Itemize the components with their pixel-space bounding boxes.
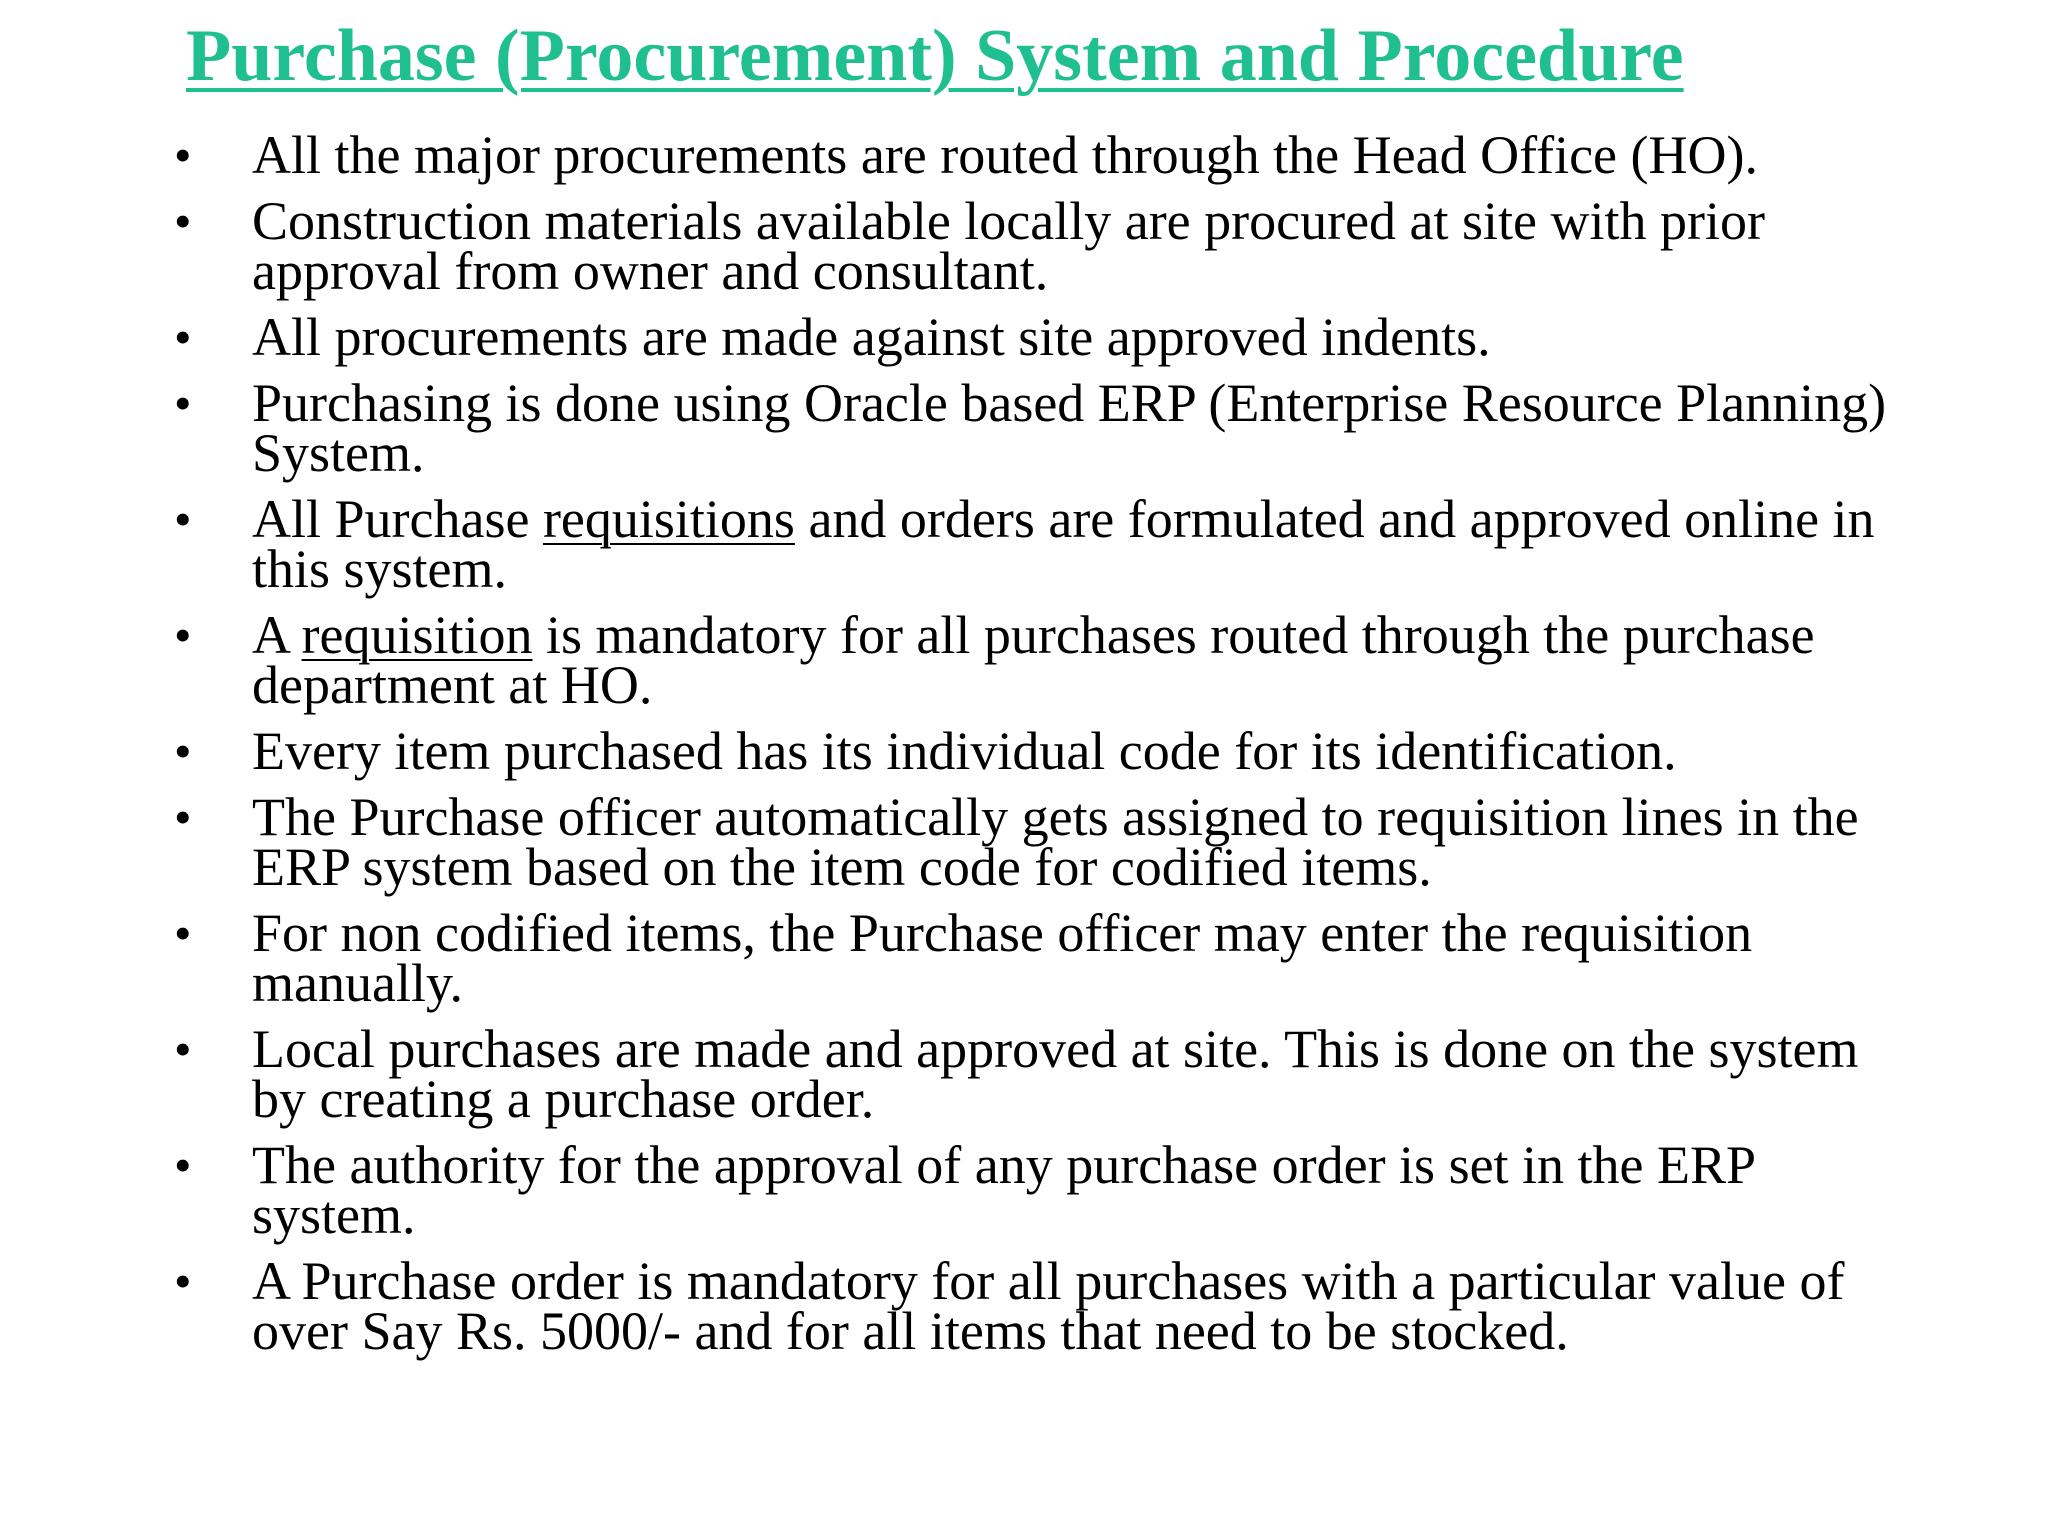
bullet-item [170, 1251, 1890, 1361]
bullet-text: Purchasing is done using Oracle based ERP (Enterprise Resource Planning) System. [252, 373, 1887, 483]
bullet-icon: • [174, 789, 192, 845]
bullet-text [252, 605, 1815, 715]
bullet-icon: • [174, 127, 192, 183]
bullet-icon: • [174, 375, 192, 431]
bullet-text: Construction materials available locally are procured at site with prior approval from owner and consultant. [252, 191, 1765, 301]
bullet-text-post: is mandatory for all purchases routed through the purchase department at HO. [252, 605, 1815, 715]
bullet-item [170, 373, 1890, 483]
slide-title: Purchase (Procurement) System and Procedure [186, 15, 1684, 97]
bullet-text-pre: All Purchase [252, 489, 543, 549]
bullet-text: The authority for the approval of any purchase order is set in the ERP system. [252, 1135, 1755, 1245]
bullet-item [170, 125, 1890, 185]
bullet-icon: • [174, 723, 192, 779]
underlined-term: requisitions [542, 489, 795, 549]
bullet-icon: • [174, 1137, 192, 1193]
bullet-item [170, 1135, 1890, 1245]
bullet-icon: • [174, 1021, 192, 1077]
bullet-text: Every item purchased has its individual code for its identification. [252, 721, 1677, 781]
bullet-text [252, 489, 1875, 599]
bullet-text-post: and orders are formulated and approved online in this system. [252, 489, 1875, 599]
bullet-item [170, 489, 1890, 599]
bullet-text: All procurements are made against site approved indents. [252, 307, 1491, 367]
bullet-text: For non codified items, the Purchase officer may enter the requisition manually. [252, 903, 1753, 1013]
bullet-icon: • [174, 607, 192, 663]
bullet-item [170, 903, 1890, 1013]
bullet-item [170, 605, 1890, 715]
bullet-item [170, 1019, 1890, 1129]
bullet-item [170, 721, 1890, 781]
bullet-icon: • [174, 1253, 192, 1309]
underlined-term: requisition [301, 605, 533, 665]
bullet-item [170, 787, 1890, 897]
bullet-text: Local purchases are made and approved at site. This is done on the system by creating a purchase order. [252, 1019, 1859, 1129]
bullet-item [170, 191, 1890, 301]
bullet-list [170, 125, 1890, 1372]
bullet-icon: • [174, 193, 192, 249]
bullet-text-pre: A [252, 605, 302, 665]
bullet-item [170, 307, 1890, 367]
bullet-text: All the major procurements are routed through the Head Office (HO). [252, 125, 1758, 185]
bullet-icon: • [174, 491, 192, 547]
bullet-icon: • [174, 905, 192, 961]
bullet-text: The Purchase officer automatically gets assigned to requisition lines in the ERP system based on the item code for codified items. [252, 787, 1859, 897]
bullet-icon: • [174, 309, 192, 365]
bullet-text: A Purchase order is mandatory for all purchases with a particular value of over Say Rs. 5000/- and for all items that need to be stocked. [252, 1251, 1845, 1361]
